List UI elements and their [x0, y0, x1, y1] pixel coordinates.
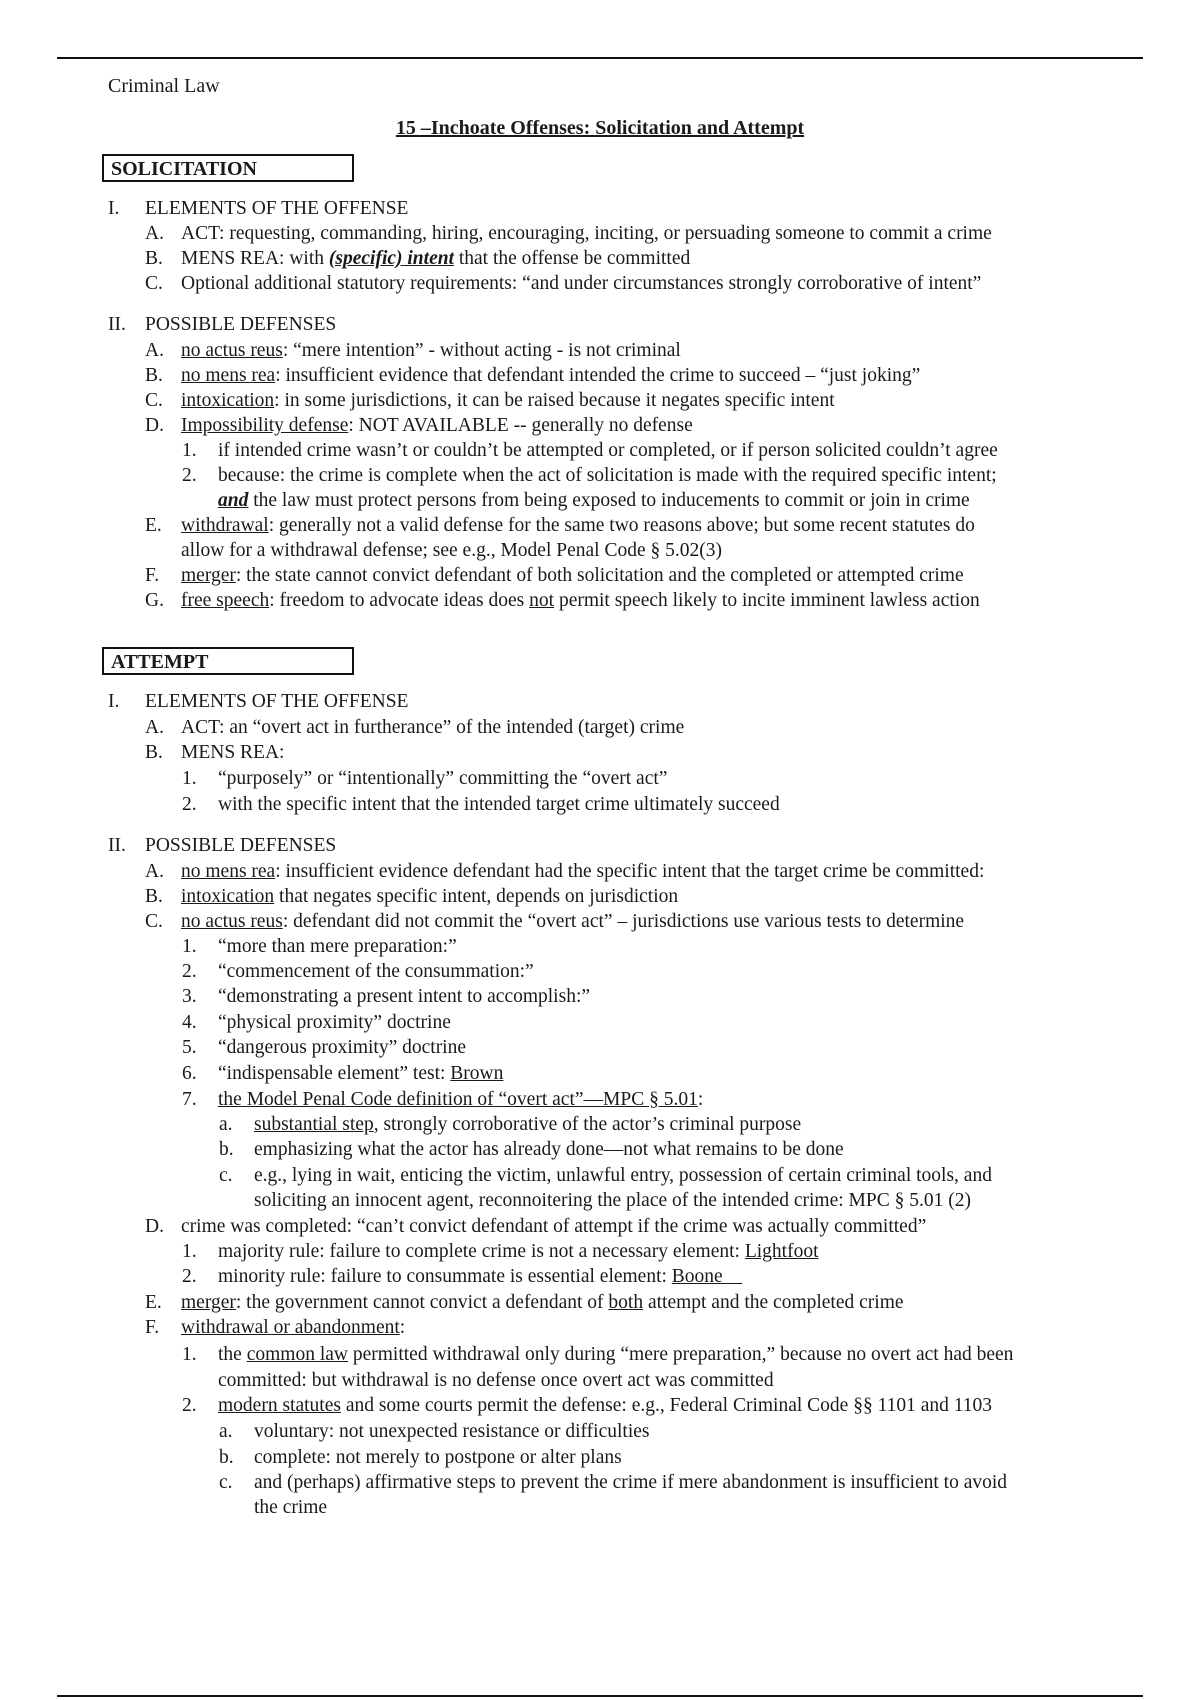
outline-item: e.g., lying in wait, enticing the victim, unlawful entry, possession of certain criminal tools, and [254, 1165, 992, 1186]
outline-item: ACT: requesting, commanding, hiring, encouraging, inciting, or persuading someone to commit a crime [181, 223, 992, 244]
outline-marker: I. [108, 691, 120, 712]
outline-item: free speech: freedom to advocate ideas does not permit speech likely to incite imminent lawless action [181, 590, 980, 611]
outline-marker: B. [145, 742, 163, 763]
outline-marker: 2. [182, 1395, 197, 1416]
outline-item-continued: the crime [254, 1497, 328, 1518]
outline-item: “dangerous proximity” doctrine [218, 1037, 467, 1058]
outline-marker: 6. [182, 1063, 197, 1084]
outline-item: no mens rea: insufficient evidence that defendant intended the crime to succeed – “just joking” [181, 365, 921, 386]
outline-item: MENS REA: with (specific) intent that the offense be committed [181, 248, 691, 269]
outline-marker: C. [145, 911, 163, 932]
outline-item-continued: soliciting an innocent agent, reconnoitering the place of the intended crime: MPC § 5.01 (2) [254, 1190, 971, 1211]
outline-item: with the specific intent that the intended target crime ultimately succeed [218, 794, 780, 815]
outline-item: if intended crime wasn’t or couldn’t be attempted or completed, or if person solicited couldn’t agree [218, 440, 998, 461]
outline-item: the common law permitted withdrawal only during “mere preparation,” because no overt act had been [218, 1344, 1014, 1365]
outline-item: modern statutes and some courts permit the defense: e.g., Federal Criminal Code §§ 1101 and 1103 [218, 1395, 993, 1416]
outline-item: no actus reus: defendant did not commit the “overt act” – jurisdictions use various tests to determine [181, 911, 965, 932]
outline-marker: 4. [182, 1012, 197, 1033]
outline-item: “indispensable element” test: Brown [218, 1063, 504, 1084]
outline-marker: b. [219, 1447, 234, 1468]
outline-marker: b. [219, 1139, 234, 1160]
solicitation-heading: SOLICITATION [102, 154, 354, 182]
outline-item: merger: the government cannot convict a defendant of both attempt and the completed crime [181, 1292, 904, 1313]
outline-item: the Model Penal Code definition of “overt act”—MPC § 5.01: [218, 1089, 704, 1110]
outline-marker: A. [145, 340, 164, 361]
outline-item: “more than mere preparation:” [218, 936, 457, 957]
outline-item: because: the crime is complete when the act of solicitation is made with the required specific intent; [218, 465, 997, 486]
outline-item: ELEMENTS OF THE OFFENSE [145, 691, 409, 712]
outline-item: Impossibility defense: NOT AVAILABLE -- generally no defense [181, 415, 693, 436]
outline-marker: B. [145, 365, 163, 386]
outline-item: complete: not merely to postpone or alter plans [254, 1447, 622, 1468]
outline-marker: D. [145, 1216, 164, 1237]
outline-item: no mens rea: insufficient evidence defendant had the specific intent that the target crime be committed: [181, 861, 985, 882]
outline-marker: E. [145, 515, 162, 536]
attempt-heading: ATTEMPT [102, 647, 354, 675]
outline-item: withdrawal: generally not a valid defense for the same two reasons above; but some recent statutes do [181, 515, 975, 536]
outline-marker: D. [145, 415, 164, 436]
course-name: Criminal Law [108, 75, 220, 97]
outline-item: minority rule: failure to consummate is essential element: Boone [218, 1266, 743, 1287]
outline-item-continued: committed: but withdrawal is no defense once overt act was committed [218, 1370, 774, 1391]
outline-marker: F. [145, 1317, 160, 1338]
outline-marker: A. [145, 223, 164, 244]
outline-marker: a. [219, 1421, 233, 1442]
outline-marker: II. [108, 314, 126, 335]
outline-item: “physical proximity” doctrine [218, 1012, 451, 1033]
outline-marker: C. [145, 390, 163, 411]
outline-item: voluntary: not unexpected resistance or difficulties [254, 1421, 650, 1442]
outline-marker: a. [219, 1114, 233, 1135]
outline-item: no actus reus: “mere intention” - without acting - is not criminal [181, 340, 681, 361]
outline-item: substantial step, strongly corroborative of the actor’s criminal purpose [254, 1114, 802, 1135]
outline-item: “commencement of the consummation:” [218, 961, 534, 982]
bottom-rule [57, 1695, 1143, 1697]
outline-item: Optional additional statutory requirements: “and under circumstances strongly corroborative of intent” [181, 273, 982, 294]
outline-marker: F. [145, 565, 160, 586]
outline-marker: G. [145, 590, 164, 611]
outline-item: POSSIBLE DEFENSES [145, 835, 337, 856]
outline-marker: 1. [182, 936, 197, 957]
outline-marker: 1. [182, 440, 197, 461]
outline-marker: 7. [182, 1089, 197, 1110]
outline-item: POSSIBLE DEFENSES [145, 314, 337, 335]
outline-marker: 1. [182, 1241, 197, 1262]
outline-marker: 3. [182, 986, 197, 1007]
outline-item: intoxication: in some jurisdictions, it can be raised because it negates specific intent [181, 390, 835, 411]
outline-marker: c. [219, 1165, 233, 1186]
outline-item-continued: and the law must protect persons from being exposed to inducements to commit or join in crime [218, 490, 970, 511]
outline-item: MENS REA: [181, 742, 285, 763]
outline-marker: 1. [182, 1344, 197, 1365]
outline-item: intoxication that negates specific intent, depends on jurisdiction [181, 886, 679, 907]
outline-item: emphasizing what the actor has already done—not what remains to be done [254, 1139, 844, 1160]
outline-marker: A. [145, 717, 164, 738]
outline-marker: 2. [182, 465, 197, 486]
top-rule [57, 57, 1143, 59]
outline-item: ELEMENTS OF THE OFFENSE [145, 198, 409, 219]
outline-item: merger: the state cannot convict defendant of both solicitation and the completed or attempted crime [181, 565, 964, 586]
outline-item: ACT: an “overt act in furtherance” of the intended (target) crime [181, 717, 685, 738]
outline-marker: 5. [182, 1037, 197, 1058]
outline-marker: 2. [182, 1266, 197, 1287]
outline-item: withdrawal or abandonment: [181, 1317, 406, 1338]
outline-marker: A. [145, 861, 164, 882]
outline-item: “demonstrating a present intent to accomplish:” [218, 986, 591, 1007]
outline-item: and (perhaps) affirmative steps to prevent the crime if mere abandonment is insufficient to avoid [254, 1472, 1008, 1493]
outline-marker: B. [145, 248, 163, 269]
outline-marker: B. [145, 886, 163, 907]
page-title: 15 –Inchoate Offenses: Solicitation and Attempt [395, 117, 805, 139]
outline-marker: E. [145, 1292, 162, 1313]
outline-marker: I. [108, 198, 120, 219]
outline-item: “purposely” or “intentionally” committing the “overt act” [218, 768, 668, 789]
outline-marker: 1. [182, 768, 197, 789]
outline-marker: 2. [182, 794, 197, 815]
outline-marker: C. [145, 273, 163, 294]
outline-item-continued: allow for a withdrawal defense; see e.g., Model Penal Code § 5.02(3) [181, 540, 722, 561]
outline-marker: 2. [182, 961, 197, 982]
outline-item: crime was completed: “can’t convict defendant of attempt if the crime was actually committed” [181, 1216, 927, 1237]
outline-marker: II. [108, 835, 126, 856]
outline-marker: c. [219, 1472, 233, 1493]
outline-item: majority rule: failure to complete crime is not a necessary element: Lightfoot [218, 1241, 819, 1262]
